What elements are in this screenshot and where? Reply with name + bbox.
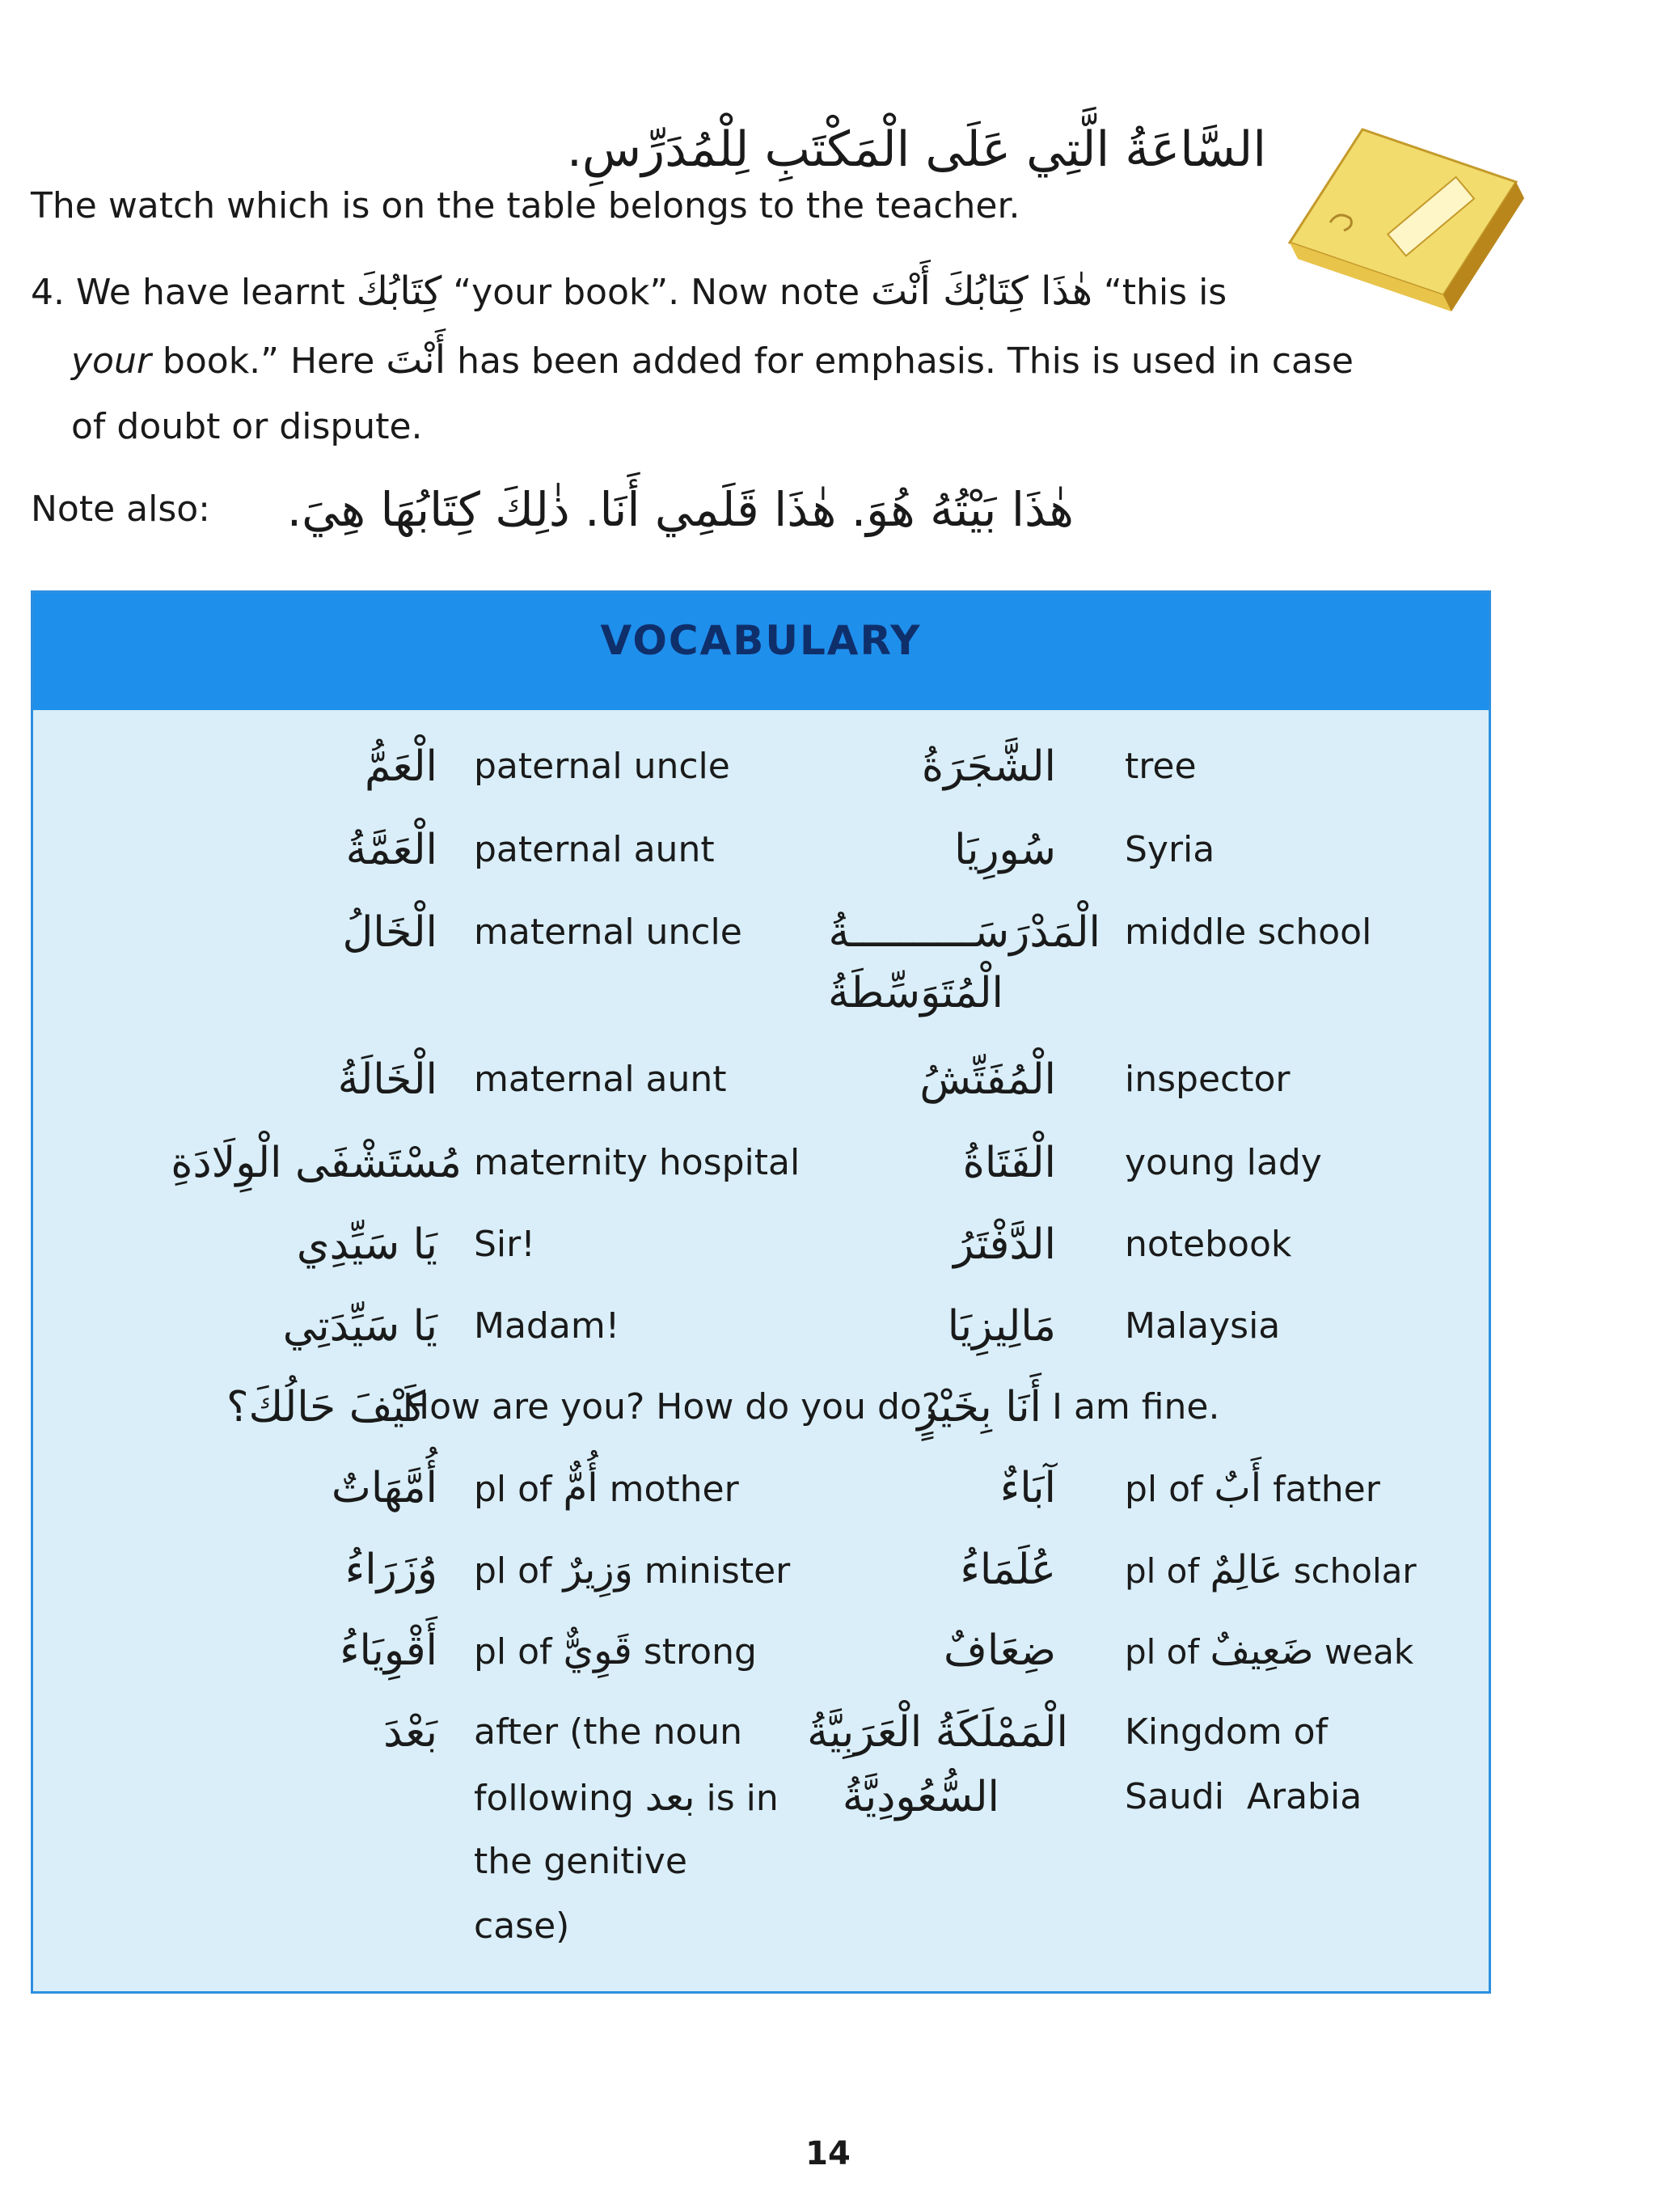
vocab-english: young lady xyxy=(1125,1142,1322,1183)
vocab-arabic: الشَّجَرَةُ xyxy=(921,742,1056,791)
book-icon xyxy=(1282,121,1532,315)
vocab-english: the genitive xyxy=(474,1841,687,1882)
vocab-english: maternal aunt xyxy=(474,1059,727,1100)
vocab-arabic: الْمَمْلَكَةُ الْعَرَبِيَّةُ xyxy=(807,1708,1068,1757)
vocab-english: Saudi Arabia xyxy=(1125,1776,1362,1817)
vocab-english: Syria xyxy=(1125,829,1215,870)
vocabulary-header xyxy=(33,593,1489,710)
vocab-arabic-plural: أَقْوِيَاءُ xyxy=(340,1626,437,1675)
note-also-arabic: هٰذَا بَيْتُهُ هُوَ. هٰذَا قَلَمِي أَنَا. ذٰلِكَ كِتَابُهَا هِيَ. xyxy=(286,482,1074,537)
greeting-arabic-question: كَيْفَ حَالُكَ؟ xyxy=(226,1383,425,1432)
vocab-arabic-plural: ضِعَافٌ xyxy=(944,1626,1056,1675)
note-4-line-1: 4. We have learnt كِتَابُكَ “your book”. Now note هٰذَا كِتَابُكَ أَنْتَ “this is xyxy=(31,269,1227,314)
vocab-arabic-plural: أُمَّهَاتٌ xyxy=(331,1464,437,1512)
vocab-english: after (the noun xyxy=(474,1711,743,1753)
vocab-arabic: الدَّفْتَرُ xyxy=(953,1220,1056,1269)
vocab-english: maternal uncle xyxy=(474,911,742,953)
vocab-english: notebook xyxy=(1125,1224,1292,1265)
vocab-english: paternal uncle xyxy=(474,746,730,787)
vocabulary-title: VOCABULARY xyxy=(600,617,922,664)
vocab-arabic: الْمُفَتِّشُ xyxy=(919,1055,1056,1104)
vocab-arabic: سُورِيَا xyxy=(954,826,1056,874)
vocab-arabic: يَا سَيِّدَتِي xyxy=(282,1302,437,1351)
vocab-english: Madam! xyxy=(474,1305,620,1347)
note-also-label: Note also: xyxy=(31,489,210,530)
note-4-line-3: of doubt or dispute. xyxy=(71,406,423,447)
arabic-example-sentence: السَّاعَةُ الَّتِي عَلَى الْمَكْتَبِ لِلْمُدَرِّسِ. xyxy=(566,121,1266,178)
vocab-arabic-plural: عُلَمَاءُ xyxy=(960,1546,1056,1594)
page-number: 14 xyxy=(805,2135,851,2172)
vocab-english: inspector xyxy=(1125,1059,1291,1100)
greeting-english-question: How are you? How do you do? xyxy=(403,1386,941,1427)
vocab-plural-gloss: pl of قَوِيٌّ strong xyxy=(474,1628,757,1673)
translation-sentence: The watch which is on the table belongs to the teacher. xyxy=(31,185,1020,226)
vocab-plural-gloss: pl of وَزِيرٌ minister xyxy=(474,1547,791,1592)
vocab-arabic: الْعَمُّ xyxy=(365,742,437,791)
vocabulary-box xyxy=(31,590,1491,1994)
vocab-arabic: الْخَالُ xyxy=(342,908,437,957)
vocab-arabic: الْمَدْرَسَــــــــــةُ xyxy=(828,908,1100,957)
vocab-english: Malaysia xyxy=(1125,1305,1281,1347)
vocab-arabic: الْعَمَّةُ xyxy=(345,826,437,874)
vocab-arabic: الْمُتَوَسِّطَةُ xyxy=(827,969,1003,1017)
vocab-english: maternity hospital xyxy=(474,1142,801,1183)
vocab-plural-gloss: pl of عَالِمٌ scholar xyxy=(1125,1547,1417,1592)
vocab-english: paternal aunt xyxy=(474,829,715,870)
greeting-english-answer: I am fine. xyxy=(1052,1386,1220,1427)
vocab-english: tree xyxy=(1125,746,1197,787)
vocab-plural-gloss: pl of أُمٌّ mother xyxy=(474,1466,739,1511)
vocab-plural-gloss: pl of ضَعِيفٌ weak xyxy=(1125,1628,1414,1673)
vocab-english: middle school xyxy=(1125,911,1372,953)
vocab-arabic: يَا سَيِّدِي xyxy=(296,1220,437,1269)
vocab-arabic-plural: آبَاءٌ xyxy=(999,1464,1056,1512)
vocab-arabic: الْفَتَاةُ xyxy=(962,1139,1056,1187)
note-4-line-2: your book.” Here أَنْتَ has been added for emphasis. This is used in case xyxy=(71,337,1354,383)
vocab-english: Sir! xyxy=(474,1224,535,1265)
greeting-arabic-answer: أَنَا بِخَيْرٍ xyxy=(917,1383,1041,1432)
vocab-arabic-plural: وُزَرَاءُ xyxy=(344,1546,437,1594)
vocab-arabic: الْخَالَةُ xyxy=(337,1055,437,1104)
vocab-arabic: بَعْدَ xyxy=(383,1708,437,1757)
vocab-arabic: السُّعُودِيَّةُ xyxy=(842,1773,999,1821)
vocab-arabic: مَالِيزِيَا xyxy=(947,1302,1056,1351)
vocab-english: Kingdom of xyxy=(1125,1711,1329,1753)
vocab-english: following بعد is in xyxy=(474,1774,779,1820)
vocab-plural-gloss: pl of أَبٌ father xyxy=(1125,1466,1380,1511)
vocab-english: case) xyxy=(474,1905,570,1947)
vocab-arabic: مُسْتَشْفَى الْوِلَادَةِ xyxy=(171,1139,462,1187)
